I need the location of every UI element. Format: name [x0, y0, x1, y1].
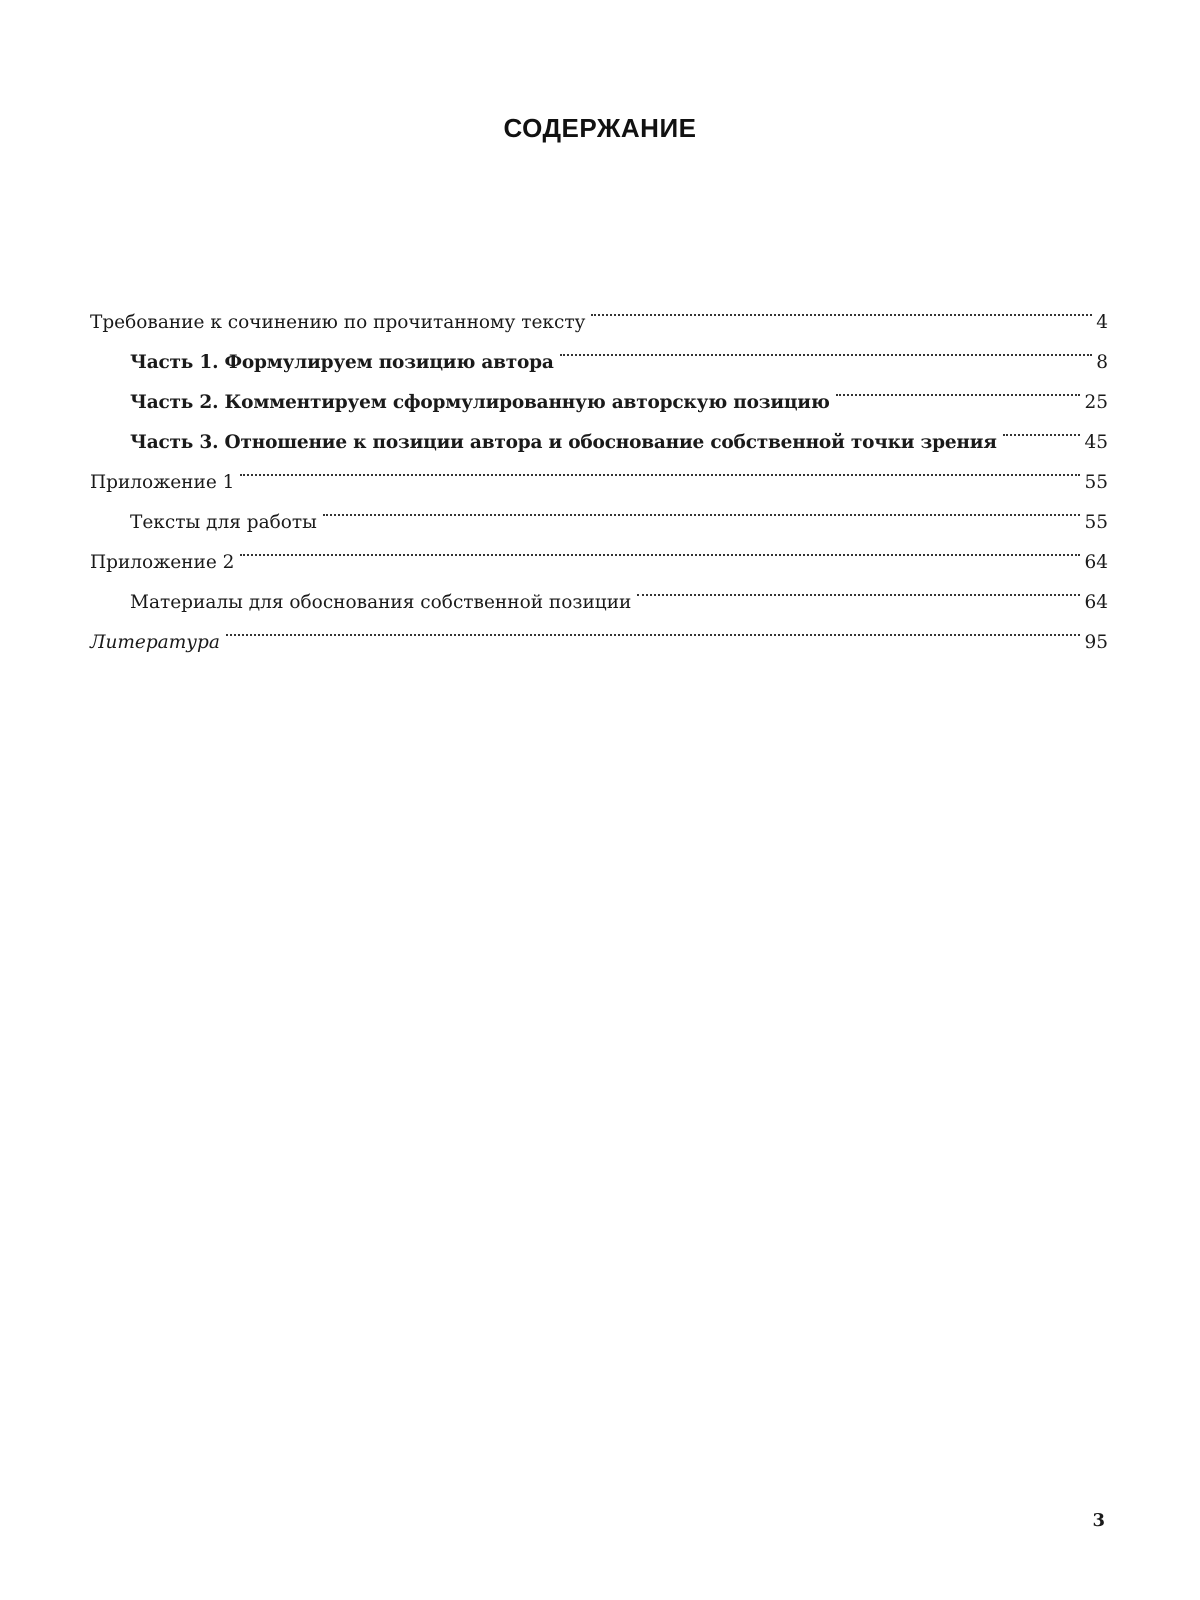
toc-leader-dots [323, 488, 1081, 528]
toc-entry[interactable] [90, 488, 1108, 533]
toc-entry-label: Приложение 1 [90, 472, 235, 493]
toc-entry-page: 8 [1096, 352, 1108, 373]
toc-entry-label: Часть 2. Комментируем сформулированную авторскую позицию [130, 392, 830, 413]
toc-entry-label: Тексты для работы [130, 512, 317, 533]
toc-leader-dots [591, 288, 1092, 328]
toc-entry-page: 95 [1084, 632, 1108, 653]
toc-leader-dots [240, 528, 1080, 568]
toc-leader-dots [1003, 408, 1081, 448]
toc-entry-page: 4 [1096, 312, 1108, 333]
toc-entry[interactable] [90, 528, 1108, 573]
toc-entry-label: Материалы для обоснования собственной позиции [130, 592, 632, 613]
toc-entry[interactable] [90, 448, 1108, 493]
toc-entry[interactable] [90, 608, 1108, 653]
toc-entry-label: Часть 1. Формулируем позицию автора [130, 352, 554, 373]
table-of-contents [90, 288, 1108, 653]
toc-leader-dots [560, 328, 1093, 368]
toc-leader-dots [836, 368, 1081, 408]
toc-entry-page: 45 [1084, 432, 1108, 453]
toc-entry-page: 55 [1084, 512, 1108, 533]
toc-entry-page: 25 [1084, 392, 1108, 413]
toc-entry-label: Часть 3. Отношение к позиции автора и обоснование собственной точки зрения [130, 432, 997, 453]
toc-entry-label: Литература [90, 632, 220, 653]
toc-leader-dots [226, 608, 1081, 648]
toc-entry-label: Приложение 2 [90, 552, 235, 573]
page-title: СОДЕРЖАНИЕ [503, 113, 697, 143]
toc-entry[interactable] [90, 288, 1108, 333]
toc-entry-page: 64 [1084, 592, 1108, 613]
toc-entry-label: Требование к сочинению по прочитанному тексту [90, 312, 586, 333]
toc-entry-page: 64 [1084, 552, 1108, 573]
toc-entry[interactable] [90, 568, 1108, 613]
toc-entry-page: 55 [1084, 472, 1108, 493]
toc-leader-dots [240, 448, 1080, 488]
page-number: 3 [1092, 1510, 1105, 1531]
toc-leader-dots [637, 568, 1080, 608]
